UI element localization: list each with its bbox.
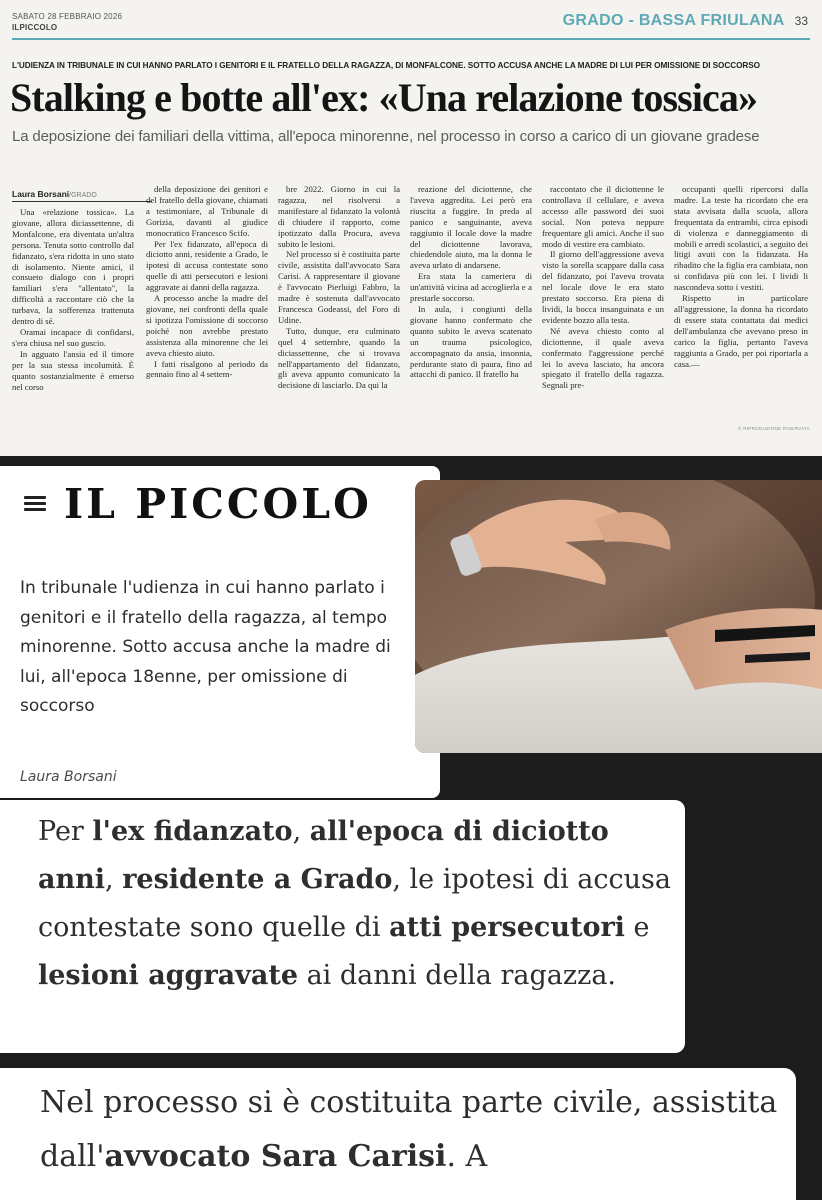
quote-text: Per [38,816,93,847]
clipping-paper-name: ILPICCOLO [12,23,58,32]
column-paragraph: della deposizione dei genitori e del fratello della giovane, chiamati a testimoniare, al Tribunale di Gorizia, davanti al giudice monocratico Francesco Scifo. [146,184,268,238]
column-paragraph: Tutto, dunque, era culminato quel 4 settembre, quando la diciassettenne, che si trovava nell'appartamento del fidanzato, gli aveva appunto comunicato la decisione di lasciarlo. Da qui la [278,325,400,391]
column-paragraph: Oramai incapace di confidarsi, s'era chiusa nel suo guscio. [12,326,134,348]
byline-location: /GRADO [69,192,97,199]
column-paragraph: reazione del diciottenne, che l'aveva aggredita. Lei però era riuscita a fuggire. In preda al panico e sanguinante, aveva raggiunto il locale dove la madre del diciottenne lavorava, chiedendole aiuto, ma la donna le aveva urlato di andarsene. [410,184,532,271]
il-piccolo-logo: IL PICCOLO [64,480,372,528]
copyright-note: © RIPRODUZIONE RISERVATA [738,426,810,431]
article-byline [12,189,97,199]
quote-text: , [292,816,310,847]
quote-highlight: all'epoca di diciotto anni [38,816,609,895]
column-paragraph: Era stata la cameriera di un'attività vicina ad accoglierla e a prestarle soccorso. [410,271,532,304]
clipping-date: SABATO 28 FEBBRAIO 2026 [12,12,123,21]
quote-highlight: lesioni aggravate [38,960,298,991]
column-paragraph: Per l'ex fidanzato, all'epoca di diciotto anni, residente a Grado, le ipotesi di accusa contestate sono quelle di atti persecutori e lesioni aggravate ai danni della ragazza. [146,238,268,293]
article-column-4 [410,184,532,443]
quote-text: . A [446,1139,488,1174]
column-paragraph: A processo anche la madre del giovane, nei confronti della quale si ipotizza l'omissione di soccorso poiché non avrebbe prestato assistenza alla minorenne che lei aveva chiesto aiuto. [146,293,268,358]
column-paragraph: Né aveva chiesto conto al diciottenne, il quale aveva confermato l'aggressione perché lei lo aveva lasciato, ha ancora spiegato il fratello della ragazza. Segnali pre- [542,325,664,391]
column-paragraph: Rispetto in particolare all'aggressione, la donna ha ricordato di essere stata contattata dai medici dell'ambulanza che avevano preso in carico la figlia, pertanto l'aveva raggiunta a Grado, per poi riportarla a casa.— [674,293,808,369]
clipping-header-right [563,12,808,30]
column-paragraph: Una «relazione tossica». La giovane, allora diciassettenne, di Monfalcone, era diventata un'altra persona. Tenuta sotto controllo dal fidanzato, s'era ridotta in uno stato di isolamento. Niente amici, il consueto dialogo con i propri familiari s'era "allentato", la difficoltà a raccontare ciò che la turbava, la sofferenza trattenuta dentro di sé. [12,207,134,327]
article-column-2 [146,184,268,443]
quote-text: , le ipotesi di accusa contestate sono quelle di [38,864,671,943]
quote-text: , [105,864,123,895]
clipping-header-left [12,11,122,33]
article-column-3 [278,184,400,443]
article-column-6 [674,184,808,424]
quote-highlight: atti persecutori [389,912,625,943]
quote-highlight: l'ex fidanzato [92,816,293,847]
column-paragraph: In agguato l'ansia ed il timore per la sua stessa incolumità. È quanto sostanzialmente è emerso nel corso [12,348,134,392]
quote-bubble-1 [0,800,685,1053]
article-summary: In tribunale l'udienza in cui hanno parlato i genitori e il fratello della ragazza, al tempo minorenne. Sotto accusa anche la madre di lui, all'epoca 18enne, per omissione di soccorso [20,578,391,716]
column-paragraph: occupanti quelli ripercorsi dalla madre. La teste ha ricordato che era stata avvisata dalla scuola, allora frequentata da entrambi, circa episodi di violenza e danneggiamento di mobili e arredi scolastici, a seguito dei litigi avuti con la fidanzata. Ha ribadito che la figlia era cambiata, non si confidava più con lei. I lividi li nascondeva sotto i vestiti. [674,184,808,293]
article-author: Laura Borsani [20,769,117,785]
byline-name: Laura Borsani [12,189,70,199]
column-paragraph: bre 2022. Giorno in cui la ragazza, nel risolversi a manifestare al fidanzato la volontà di chiudere il rapporto, come ipotizzato dalla Procura, aveva subito le lesioni. [278,184,400,249]
page-number: 33 [794,14,808,28]
quote-highlight: residente a Grado [122,864,393,895]
article-kicker: L'UDIENZA IN TRIBUNALE IN CUI HANNO PARLATO I GENITORI E IL FRATELLO DELLA RAGAZZA, DI MONFALCONE. SOTTO ACCUSA ANCHE LA MADRE DI LUI PER OMISSIONE DI SOCCORSO [12,61,761,70]
article-column-5 [542,184,664,443]
newspaper-clipping [0,0,822,456]
quote-highlight: avvocato Sara Carisi [104,1139,447,1174]
menu-icon[interactable] [24,496,46,510]
photo-illustration [415,480,822,753]
column-paragraph: Il giorno dell'aggressione aveva visto la sorella scappare dalla casa del fidanzato, poi l'aveva trovata nel locale dove le era stato prestato soccorso. Era piena di lividi, la bocca insanguinata e un evidente bozzo alla testa. [542,249,664,325]
quote-bubble-2 [0,1068,796,1200]
article-column-1 [12,207,134,443]
header-divider [12,38,810,40]
article-subtitle: La deposizione dei familiari della vittima, all'epoca minorenne, nel processo in corso a carico di un giovane gradese [12,128,760,145]
section-label: GRADO - BASSA FRIULANA [562,12,785,29]
column-paragraph: In aula, i congiunti della giovane hanno confermato che quanto subito le aveva scatenato un trauma psicologico, accompagnato da ansia, insonnia, perdurante stato di paura, fino ad attacchi di panico. Il fratello ha [410,303,532,380]
article-card[interactable] [0,466,440,798]
quote-text: ai danni della ragazza. [298,960,617,991]
column-paragraph: Nel processo si è costituita parte civile, assistita dall'avvocato Sara Carisi. A rappresentare il giovane è l'avvocato Pierluigi Fabbro, la madre è sostenuta dall'avvocato Francesca Godeassi, del Foro di Udine. [278,249,400,325]
article-photo [415,480,822,753]
quote-text: Nel processo si è costituita parte civile, assistita dall' [40,1085,778,1174]
byline-divider [12,201,152,202]
quote-text: e [624,912,650,943]
column-paragraph: raccontato che il diciottenne le controllava il cellulare, e aveva accesso alle password dei suoi social. Non poteva neppure frequentare gli amici. Anche il suo modo di vestire era cambiato. [542,184,664,249]
article-headline: Stalking e botte all'ex: «Una relazione tossica» [10,75,758,120]
column-paragraph: I fatti risalgono al periodo da gennaio fino al 4 settem- [146,358,268,380]
